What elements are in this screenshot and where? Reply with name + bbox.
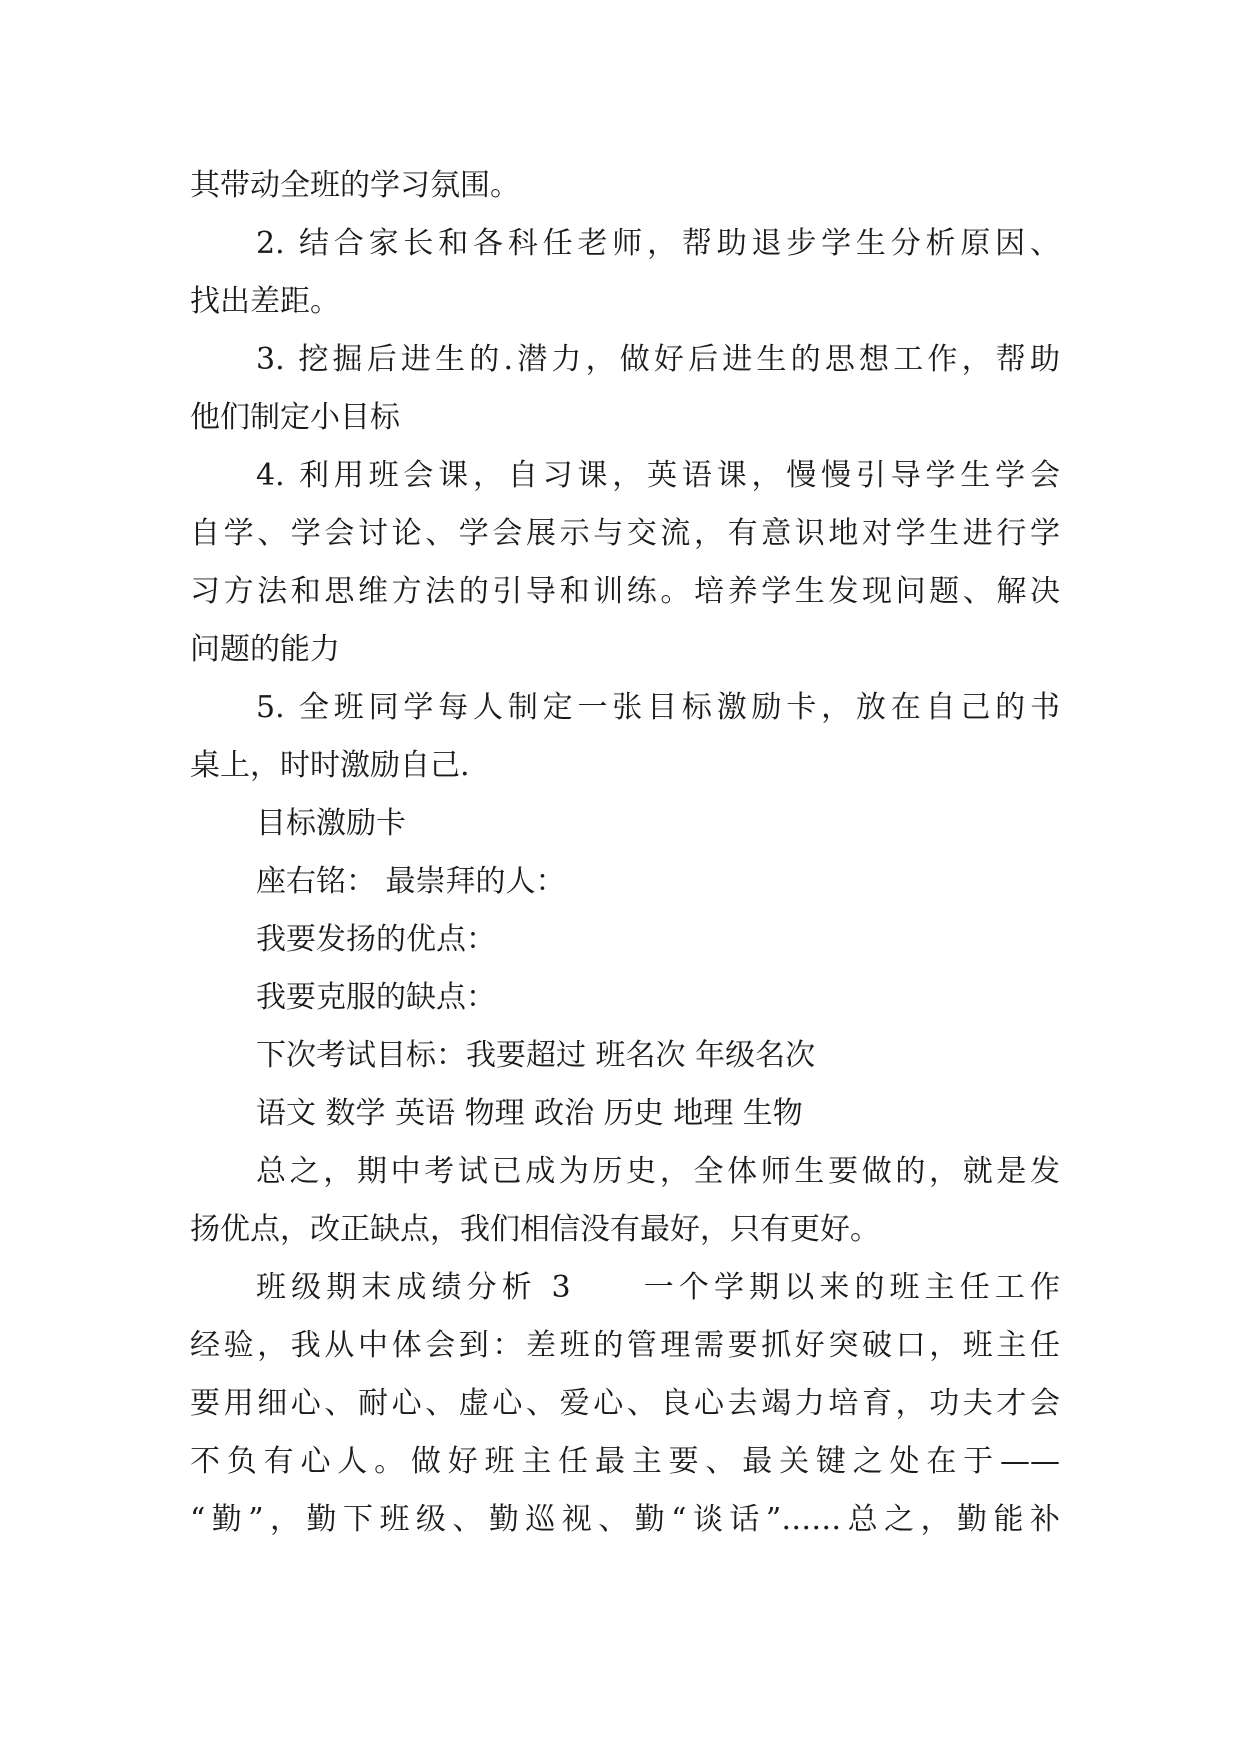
text-line-1: 其带动全班的学习氛围。 [190,168,520,203]
text-line-18: 总之，期中考试已成为历史，全体师生要做的，就是发 [256,1154,1060,1189]
text-line-19: 扬优点，改正缺点，我们相信没有最好，只有更好。 [190,1212,880,1247]
section-heading-line: 班级期末成绩分析 3 一个学期以来的班主任工作 [256,1270,1060,1305]
card-subjects-line: 语文 数学 英语 物理 政治 历史 地理 生物 [256,1096,803,1131]
card-strengths-line: 我要发扬的优点： [256,922,496,957]
text-line-3: 找出差距。 [190,284,340,319]
text-line-10: 5. 全班同学每人制定一张目标激励卡，放在自己的书 [256,690,1060,725]
card-title: 目标激励卡 [256,806,406,841]
text-line-24: “勤”，勤下班级、勤巡视、勤“谈话”……总之，勤能补 [190,1502,1060,1537]
text-line-2: 2. 结合家长和各科任老师，帮助退步学生分析原因、 [256,226,1060,261]
card-weaknesses-line: 我要克服的缺点： [256,980,496,1015]
text-line-11: 桌上，时时激励自己. [190,748,470,783]
text-line-22: 要用细心、耐心、虚心、爱心、良心去竭力培育，功夫才会 [190,1386,1060,1421]
text-line-6: 4. 利用班会课，自习课，英语课，慢慢引导学生学会 [256,458,1060,493]
card-motto-line: 座右铭： 最崇拜的人： [256,864,566,899]
text-line-8: 习方法和思维方法的引导和训练。培养学生发现问题、解决 [190,574,1060,609]
text-line-7: 自学、学会讨论、学会展示与交流，有意识地对学生进行学 [190,516,1060,551]
card-exam-goal-line: 下次考试目标：我要超过 班名次 年级名次 [256,1038,816,1073]
text-line-9: 问题的能力 [190,632,340,667]
text-line-4: 3. 挖掘后进生的.潜力，做好后进生的思想工作，帮助 [256,342,1060,377]
text-line-23: 不负有心人。做好班主任最主要、最关键之处在于—— [190,1444,1060,1479]
text-line-5: 他们制定小目标 [190,400,400,435]
text-line-21: 经验，我从中体会到：差班的管理需要抓好突破口，班主任 [190,1328,1060,1363]
